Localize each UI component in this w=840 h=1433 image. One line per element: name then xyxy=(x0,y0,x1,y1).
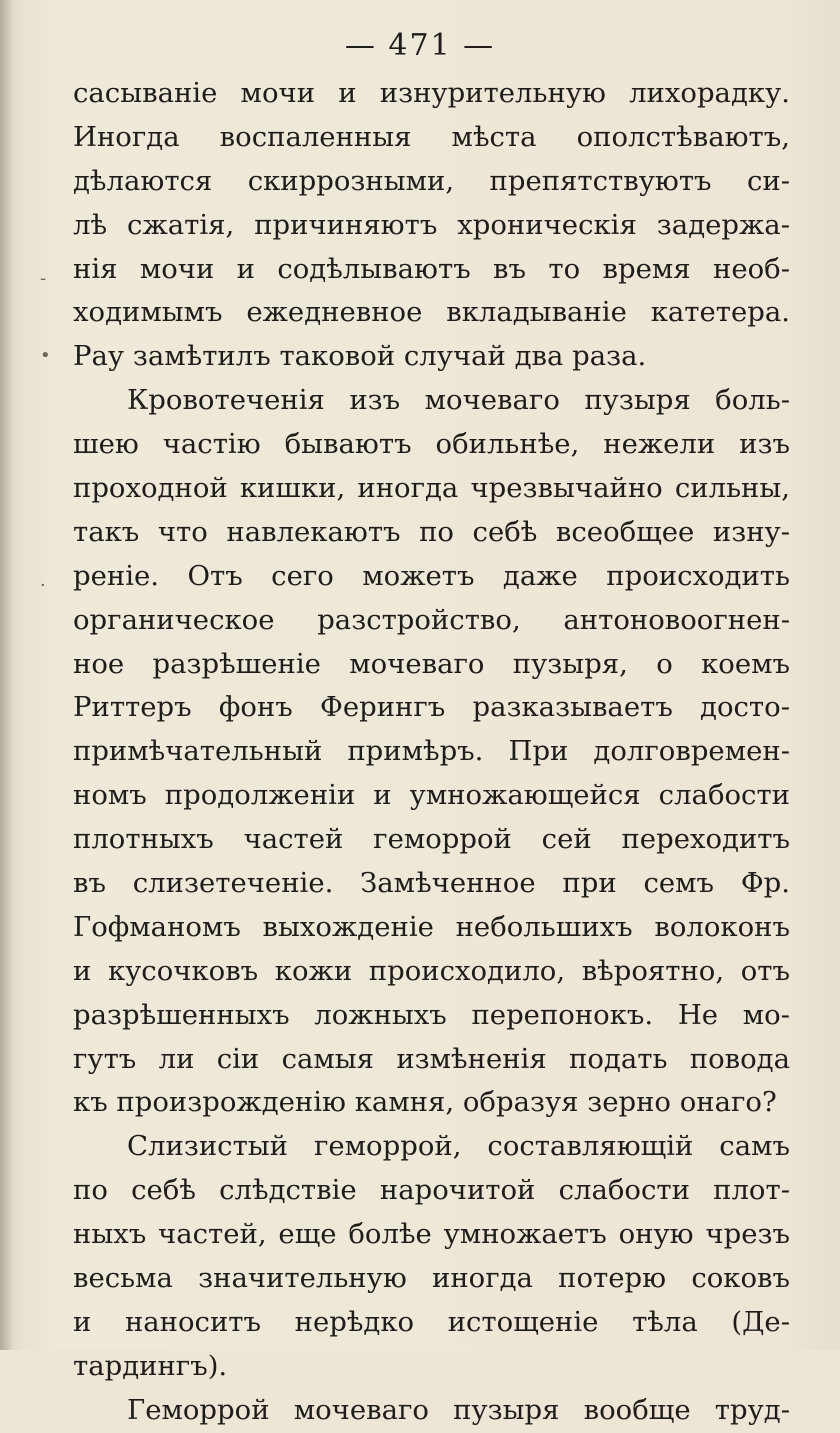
text-line: и наноситъ нерѣдко истощеніе тѣла (Де- xyxy=(73,1305,790,1338)
text-line: тардингъ). xyxy=(73,1349,228,1382)
margin-mark: • xyxy=(40,345,51,366)
paragraph-start-line: Кровотеченія изъ мочеваго пузыря боль- xyxy=(127,384,790,417)
binding-gutter-shadow xyxy=(0,0,14,1350)
text-line: къ произрожденію камня, образуя зерно онаго? xyxy=(73,1086,777,1119)
page-number: — 471 — xyxy=(344,28,496,63)
text-line: номъ продолженіи и умножающейся слабости xyxy=(73,779,790,812)
text-line: по себѣ слѣдствіе нарочитой слабости плот- xyxy=(73,1174,790,1207)
text-line: примѣчательный примѣръ. При долговремен- xyxy=(73,735,790,768)
text-line: плотныхъ частей геморрой сей переходитъ xyxy=(73,823,790,856)
text-line: шею частію бываютъ обильнѣе, нежели изъ xyxy=(73,428,790,461)
text-line: и кусочковъ кожи происходило, вѣроятно, отъ xyxy=(73,954,790,987)
margin-mark: · xyxy=(40,575,46,596)
paragraph-start-line: Слизистый геморрой, составляющій самъ xyxy=(127,1130,790,1163)
text-line: Иногда воспаленныя мѣста ополстѣваютъ, xyxy=(73,120,790,153)
text-line: дѣлаются скиррозными, препятствуютъ си- xyxy=(73,164,790,197)
body-text xyxy=(73,72,790,1433)
text-line: нія мочи и содѣлываютъ въ то время необ- xyxy=(73,252,790,285)
text-line: ныхъ частей, еще болѣе умножаетъ оную чрезъ xyxy=(73,1218,790,1251)
text-line: проходной кишки, иногда чрезвычайно сильны, xyxy=(73,472,790,505)
text-line: Риттеръ фонъ Ферингъ разказываетъ досто- xyxy=(73,691,790,724)
text-line: реніе. Отъ сего можетъ даже происходить xyxy=(73,559,790,592)
text-line: весьма значительную иногда потерю соковъ xyxy=(73,1262,790,1295)
text-line: ное разрѣшеніе мочеваго пузыря, о коемъ xyxy=(73,647,790,680)
text-line: Рау замѣтилъ таковой случай два раза. xyxy=(73,340,647,373)
text-line: сасываніе мочи и изнурительную лихорадку. xyxy=(73,77,790,109)
paragraph-start-line: Геморрой мочеваго пузыря вообще труд- xyxy=(127,1393,790,1426)
text-line: гутъ ли сіи самыя измѣненія подать повода xyxy=(73,1042,790,1075)
text-line: лѣ сжатія, причиняютъ хроническія задержа- xyxy=(73,208,790,241)
text-line: такъ что навлекаютъ по себѣ всеобщее изну- xyxy=(73,515,790,548)
text-line: въ слизетеченіе. Замѣченное при семъ Фр. xyxy=(73,867,790,900)
text-line: разрѣшенныхъ ложныхъ перепонокъ. Не мо- xyxy=(73,998,790,1031)
text-line: Гофманомъ выхожденіе небольшихъ волоконъ xyxy=(73,910,790,943)
margin-mark: - xyxy=(40,268,47,289)
text-line: органическое разстройство, антоновоогнен- xyxy=(73,603,790,636)
text-line: ходимымъ ежедневное вкладываніе катетера. xyxy=(73,296,790,329)
